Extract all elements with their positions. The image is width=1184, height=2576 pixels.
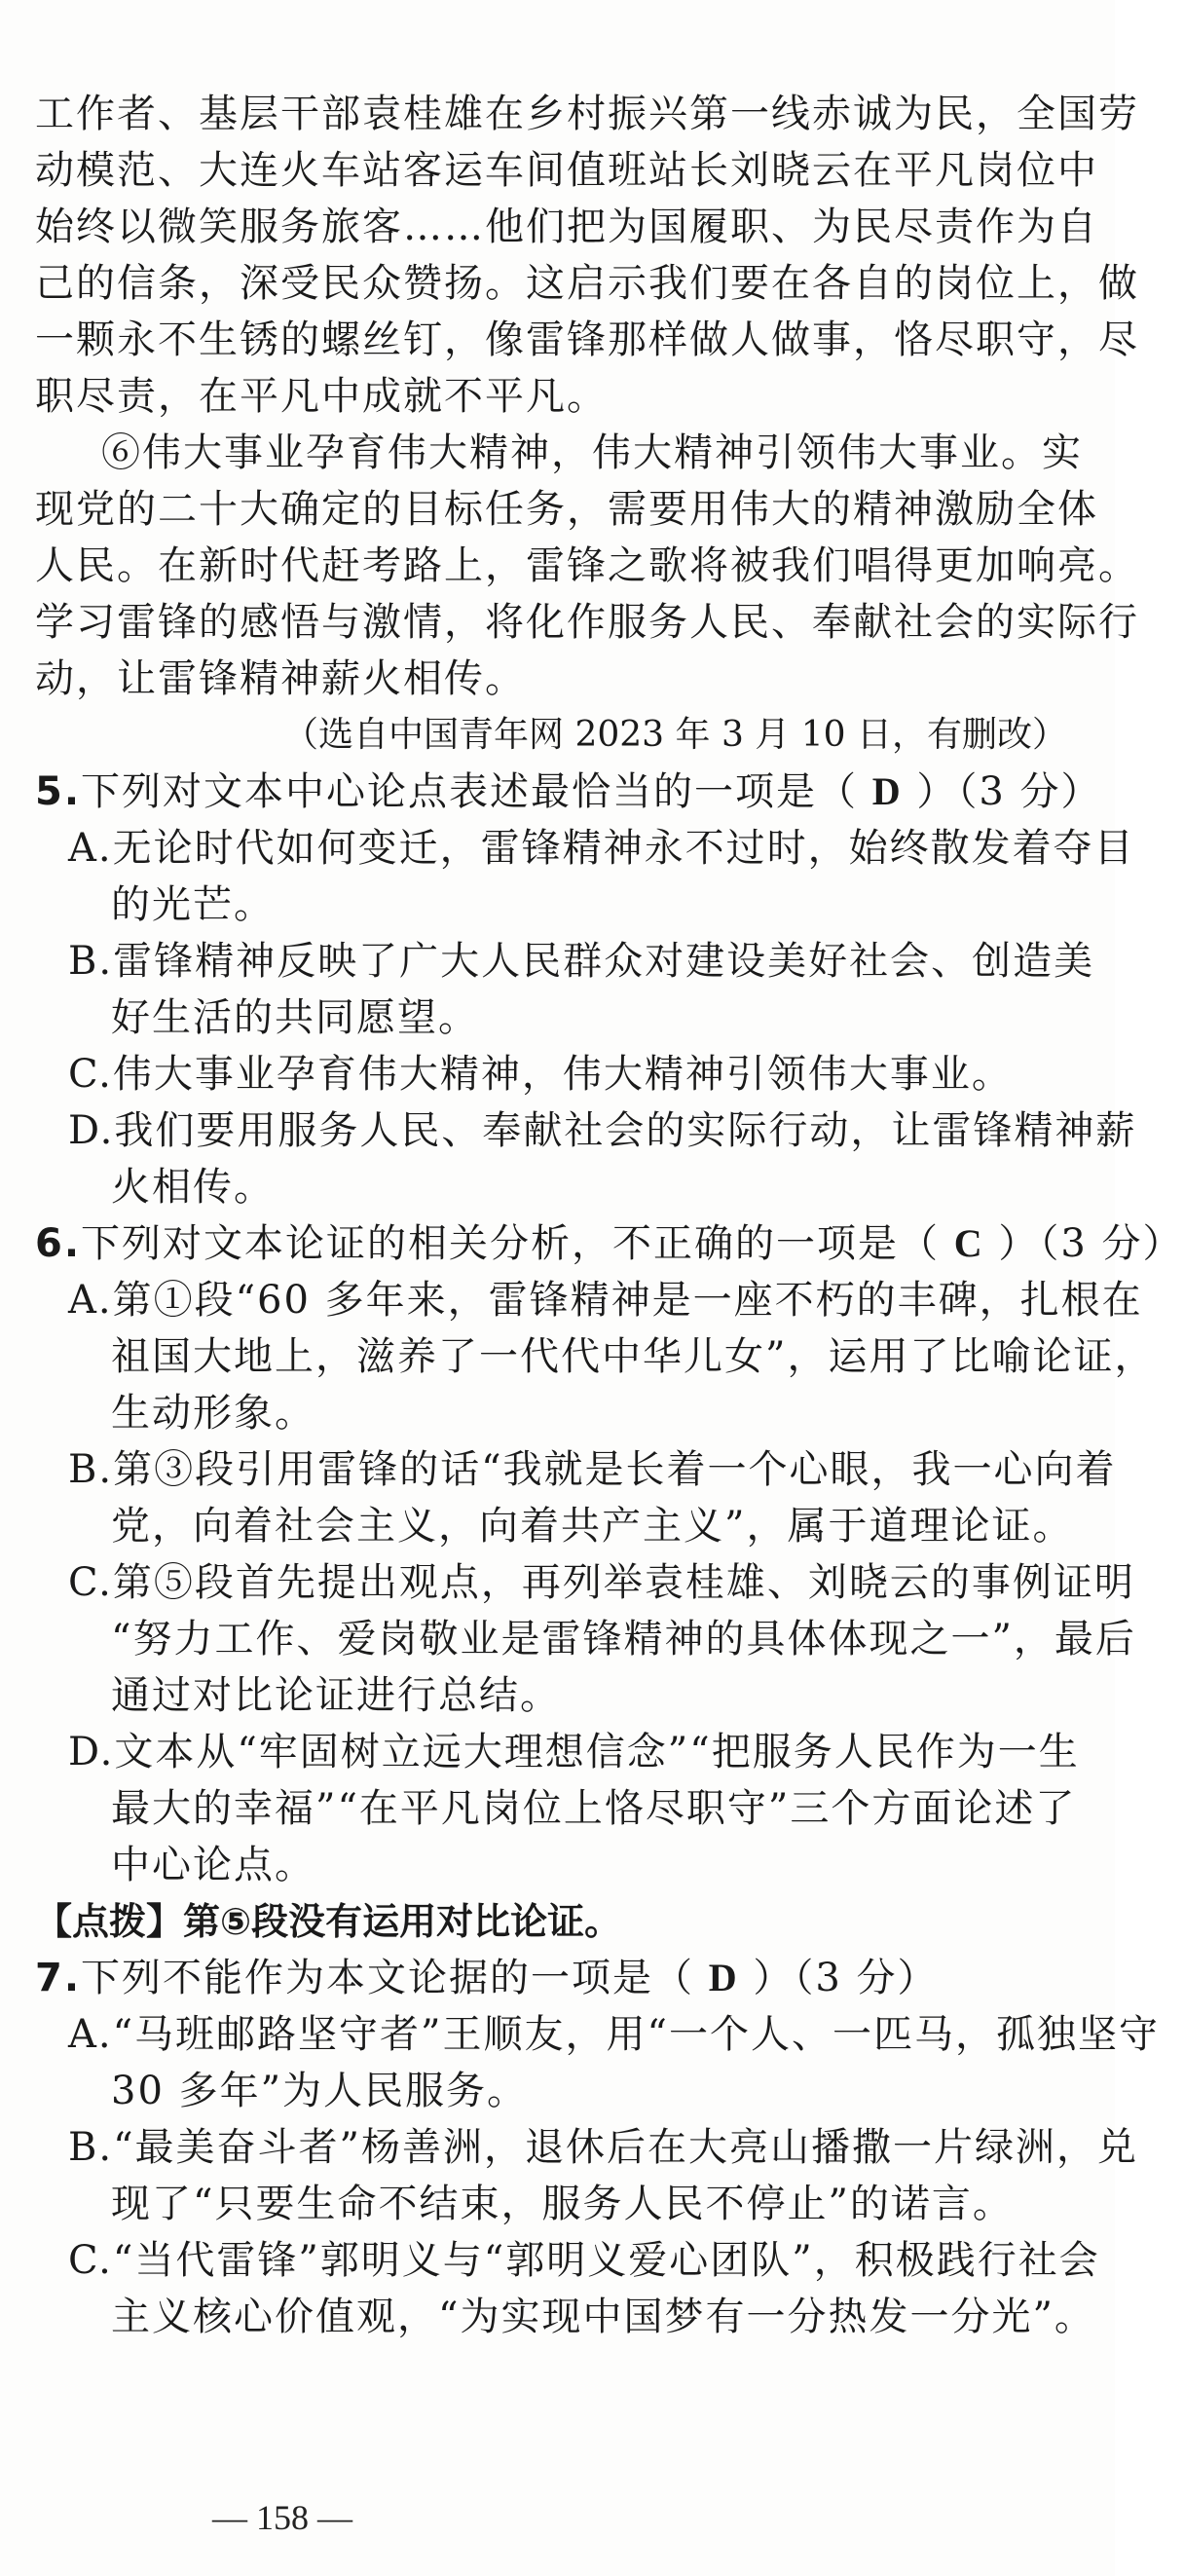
question-5	[35, 764, 1137, 1215]
option-d-cont: 最大的幸福”“在平凡岗位上恪尽职守”三个方面论述了	[111, 1786, 1077, 1831]
hint-note: 【点拨】第⑤段没有运用对比论证。	[35, 1900, 622, 1943]
question-6	[35, 1215, 1184, 1950]
option-a: A.“马班邮路坚守者”王顺友，用“一个人、一匹马，孤独坚守	[68, 2012, 1160, 2057]
text-line: 职尽责，在平凡中成就不平凡。	[35, 374, 608, 419]
question-number: 6.	[35, 1221, 82, 1266]
text-line: ⑥伟大事业孕育伟大精神，伟大精神引领伟大事业。实	[101, 430, 1083, 475]
source-citation: （选自中国青年网 2023 年 3 月 10 日，有删改）	[283, 715, 1067, 755]
option-b: B.第③段引用雷锋的话“我就是长着一个心眼，我一心向着	[68, 1447, 1117, 1492]
option-a: A.无论时代如何变迁，雷锋精神永不过时，始终散发着夺目	[68, 826, 1135, 871]
text-line: 学习雷锋的感悟与激情，将化作服务人民、奉献社会的实际行	[35, 600, 1139, 645]
text-line: 一颗永不生锈的螺丝钉，像雷锋那样做人做事，恪尽职守，尽	[35, 317, 1139, 362]
option-b-cont: 现了“只要生命不结束，服务人民不停止”的诺言。	[111, 2182, 1014, 2226]
question-7	[35, 1950, 1160, 2345]
option-a-cont: 祖国大地上，滋养了一代代中华儿女”，运用了比喻论证，	[111, 1334, 1156, 1379]
answer-letter: D	[708, 1956, 739, 1999]
text-line: 人民。在新时代赶考路上，雷锋之歌将被我们唱得更加响亮。	[35, 543, 1139, 588]
passage-paragraph-6	[35, 425, 1139, 707]
option-b-cont: 好生活的共同愿望。	[111, 995, 479, 1040]
option-b: B.雷锋精神反映了广大人民群众对建设美好社会、创造美	[68, 939, 1095, 984]
answer-letter: D	[871, 769, 903, 813]
option-a-cont: 的光芒。	[111, 882, 275, 927]
option-c-cont: “努力工作、爱岗敬业是雷锋精神的具体体现之一”，最后	[111, 1617, 1136, 1661]
option-c-cont: 通过对比论证进行总结。	[111, 1673, 561, 1718]
question-score: ）（3 分）	[753, 1956, 939, 2000]
question-number: 5.	[35, 769, 82, 814]
option-b-cont: 党，向着社会主义，向着共产主义”，属于道理论证。	[111, 1504, 1074, 1549]
text-line: 现党的二十大确定的目标任务，需要用伟大的精神激励全体	[35, 487, 1098, 532]
option-b: B.“最美奋斗者”杨善洲，退休后在大亮山播撒一片绿洲，兑	[68, 2125, 1139, 2170]
page-content	[35, 86, 1184, 2345]
option-a: A.第①段“60 多年来，雷锋精神是一座不朽的丰碑，扎根在	[68, 1278, 1143, 1323]
option-c: C.伟大事业孕育伟大精神，伟大精神引领伟大事业。	[68, 1052, 1013, 1097]
option-d: D.文本从“牢固树立远大理想信念”“把服务人民作为一生	[68, 1730, 1080, 1774]
option-c-cont: 主义核心价值观，“为实现中国梦有一分热发一分光”。	[111, 2295, 1095, 2339]
passage-paragraph	[35, 86, 1139, 425]
text-line: 动模范、大连火车站客运车间值班站长刘晓云在平凡岗位中	[35, 148, 1098, 193]
question-score: ）（3 分）	[916, 769, 1102, 814]
option-d: D.我们要用服务人民、奉献社会的实际行动，让雷锋精神薪	[68, 1108, 1137, 1153]
text-line: 工作者、基层干部袁桂雄在乡村振兴第一线赤诚为民，全国劳	[35, 92, 1139, 136]
question-text: 下列对文本中心论点表述最恰当的一项是（	[81, 769, 859, 814]
text-line: 始终以微笑服务旅客……他们把为国履职、为民尽责作为自	[35, 205, 1098, 249]
question-score: ）（3 分）	[998, 1221, 1184, 1266]
question-text: 下列不能作为本文论据的一项是（	[81, 1956, 695, 2000]
option-d-cont: 中心论点。	[111, 1843, 315, 1887]
question-stem	[35, 1950, 1067, 2006]
text-line: 动，让雷锋精神薪火相传。	[35, 656, 526, 701]
option-c: C.“当代雷锋”郭明义与“郭明义爱心团队”，积极践行社会	[68, 2238, 1100, 2283]
question-text: 下列对文本论证的相关分析，不正确的一项是（	[81, 1221, 941, 1266]
option-a-cont: 生动形象。	[111, 1391, 315, 1436]
page-number: — 158 —	[212, 2498, 352, 2537]
option-c: C.第⑤段首先提出观点，再列举袁桂雄、刘晓云的事例证明	[68, 1560, 1135, 1605]
option-a-cont: 30 多年”为人民服务。	[111, 2069, 529, 2113]
text-line: 己的信条，深受民众赞扬。这启示我们要在各自的岗位上，做	[35, 261, 1139, 306]
option-d-cont: 火相传。	[111, 1165, 275, 1210]
question-number: 7.	[35, 1956, 82, 2000]
question-stem	[35, 1215, 1184, 1272]
answer-letter: C	[953, 1221, 984, 1265]
question-stem	[35, 764, 1102, 820]
